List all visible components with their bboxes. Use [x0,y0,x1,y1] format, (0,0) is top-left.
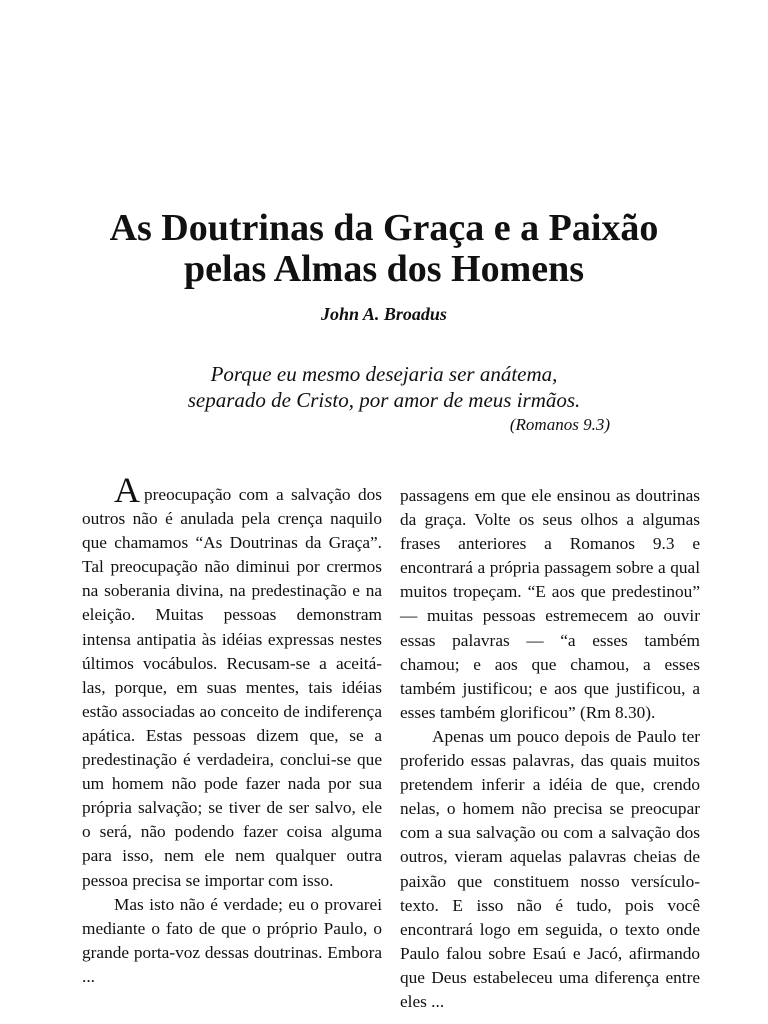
epigraph-line-1: Porque eu mesmo desejaria ser anátema, [210,362,558,386]
left-paragraph-2: Mas isto não é verdade; eu o provarei mediante o fato de que o próprio Paulo, o grande porta-voz dessas doutrinas. Embora ... [82,894,382,986]
left-paragraph-1 [82,470,382,893]
right-paragraph-2: Apenas um pouco depois de Paulo ter proferido essas palavras, das quais muitos pretendem inferir a idéia de que, crendo nelas, o homem não precisa se preocupar com a sua salvação ou com a salvação dos outros, vieram aquelas palavras cheias de paixão que constituem nosso versículo-texto. E isso não é tudo, pois você encontrará logo em seguida, o texto onde Paulo falou sobre Esaú e Jacó, afirmando que Deus estabeleceu uma diferença entre eles ... [400,726,700,1011]
left-column [82,470,382,989]
right-column [400,484,700,1014]
left-paragraph-1-text: preocupação com a salvação dos outros não é anulada pela crença naquilo que chamamos “As Doutrinas da Graça”. Tal preocupação não diminui por crermos na soberania divina, na predestinação e na eleição. Muitas pessoas demonstram intensa antipatia às idéias expressas nestes últimos vocábulos. Recusam-se a aceitá-las, porque, em suas mentes, tais idéias estão associadas ao conceito de indiferença apática. Estas pessoas dizem que, se a predestinação é verdadeira, conclui-se que um homem não pode fazer nada por sua própria salvação; se tiver de ser salvo, ele o será, não podendo fazer coisa alguma para isso, nem ele nem qualquer outra pessoa precisa se importar com isso. [82,485,382,890]
drop-cap: A [114,470,140,510]
title-line-1: As Doutrinas da Graça e a Paixão [109,207,659,249]
article-title [0,208,768,290]
right-paragraph-1: passagens em que ele ensinou as doutrinas da graça. Volte os seus olhos a algumas frases anteriores a Romanos 9.3 e encontrará a própria passagem sobre a qual muitos tropeçam. “E aos que predestinou” — muitas pessoas estremecem ao ouvir essas palavras — “a esses também chamou; e aos que chamou, a esses também justificou; e aos que justificou, a esses também glorificou” (Rm 8.30). [400,486,700,722]
epigraph-reference: (Romanos 9.3) [509,415,610,434]
epigraph-line-2: separado de Cristo, por amor de meus irmãos. [187,388,581,412]
epigraph [150,361,618,413]
title-line-2: pelas Almas dos Homens [183,248,585,290]
author-name: John A. Broadus [321,304,447,324]
